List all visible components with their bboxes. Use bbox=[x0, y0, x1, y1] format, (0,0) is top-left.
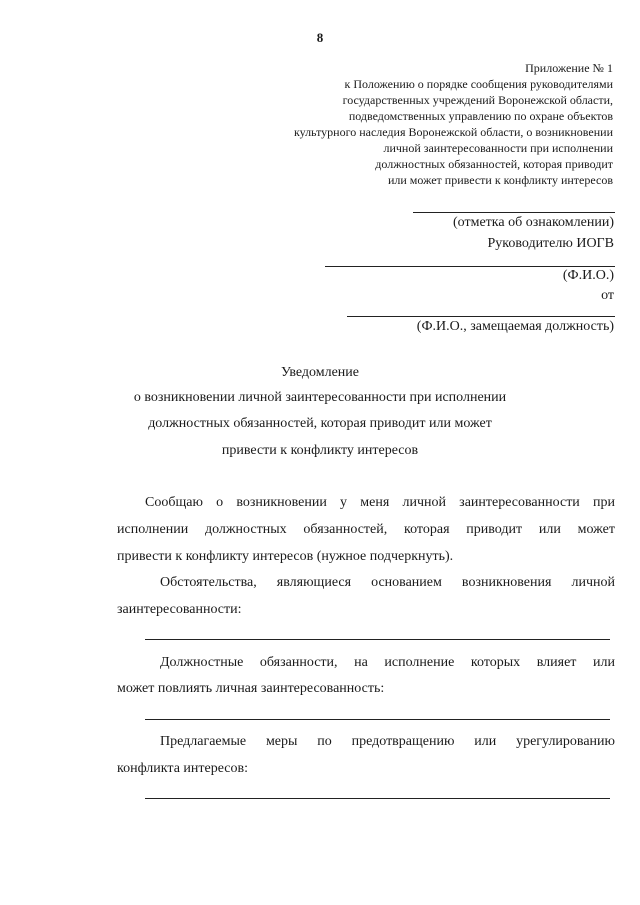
duties-fill-line bbox=[145, 719, 610, 720]
ack-note: (отметка об ознакомлении) bbox=[453, 215, 614, 230]
paragraph-1-line: Сообщаю о возникновении у меня личной заинтересованности при bbox=[145, 495, 615, 510]
doc-heading: Уведомление bbox=[280, 365, 359, 380]
appendix-line: государственных учреждений Воронежской области, bbox=[342, 93, 613, 107]
paragraph-2-line: Обстоятельства, являющиеся основанием возникновения личной bbox=[160, 575, 615, 590]
doc-subtitle-line: привести к конфликту интересов bbox=[221, 443, 419, 458]
recipient-to: Руководителю ИОГВ bbox=[487, 236, 614, 251]
paragraph-3-line: может повлиять личная заинтересованность: bbox=[117, 681, 385, 696]
doc-subtitle-line: должностных обязанностей, которая приводит или может bbox=[148, 416, 492, 431]
paragraph-2-line: заинтересованности: bbox=[117, 602, 242, 617]
doc-subtitle-line: о возникновении личной заинтересованности при исполнении bbox=[133, 390, 507, 405]
appendix-line: или может привести к конфликту интересов bbox=[387, 173, 613, 187]
recipient-fio: (Ф.И.О.) bbox=[562, 268, 614, 283]
sender-line bbox=[347, 316, 615, 317]
appendix-line: культурного наследия Воронежской области, о возникновении bbox=[293, 125, 613, 139]
from-label: от bbox=[601, 288, 614, 303]
sender-fio-position: (Ф.И.О., замещаемая должность) bbox=[416, 319, 614, 334]
paragraph-3-line: Должностные обязанности, на исполнение которых влияет или bbox=[160, 655, 615, 670]
circumstances-fill-line bbox=[145, 639, 610, 640]
ack-signature-line bbox=[413, 212, 615, 213]
appendix-line: должностных обязанностей, которая приводит bbox=[375, 157, 613, 171]
paragraph-4-line: Предлагаемые меры по предотвращению или урегулированию bbox=[160, 734, 615, 749]
measures-fill-line bbox=[145, 798, 610, 799]
appendix-line: к Положению о порядке сообщения руководителями bbox=[344, 77, 613, 91]
paragraph-1-line: исполнении должностных обязанностей, которая приводит или может bbox=[117, 522, 615, 537]
page-number: 8 bbox=[316, 30, 324, 45]
appendix-line: личной заинтересованности при исполнении bbox=[383, 141, 613, 155]
paragraph-1-line: привести к конфликту интересов (нужное подчеркнуть). bbox=[117, 549, 454, 564]
paragraph-4-line: конфликта интересов: bbox=[117, 761, 248, 776]
appendix-header bbox=[294, 60, 613, 188]
appendix-line: Приложение № 1 bbox=[525, 61, 613, 75]
recipient-name-line bbox=[325, 266, 615, 267]
appendix-line: подведомственных управлению по охране объектов bbox=[348, 109, 613, 123]
